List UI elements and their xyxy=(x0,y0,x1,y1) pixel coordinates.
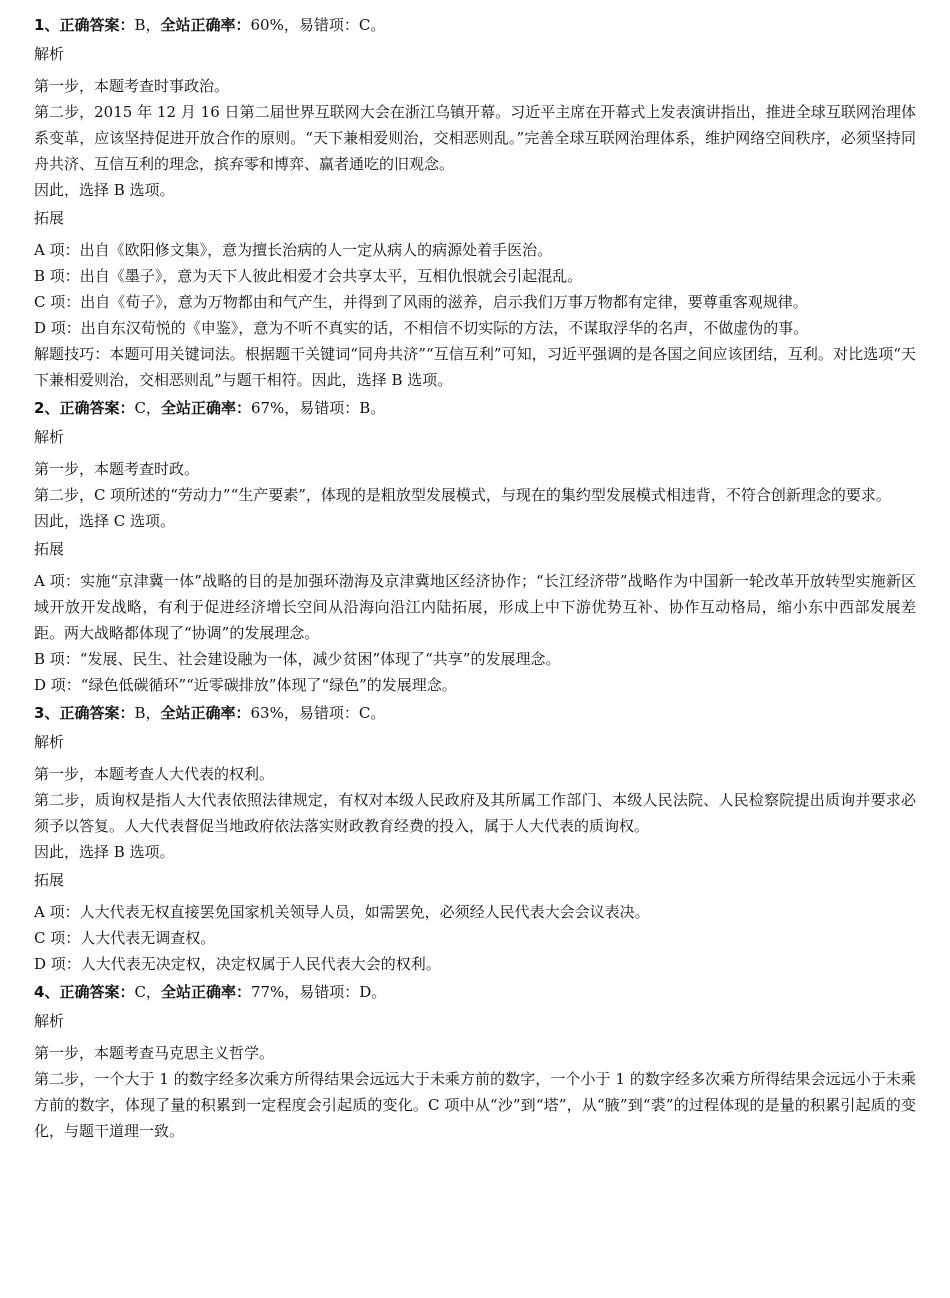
extension-heading: 拓展 xyxy=(34,871,65,889)
rate-value: 77%，易错项：D。 xyxy=(250,983,387,1001)
answer-label: 正确答案： xyxy=(59,983,135,1001)
extension-block xyxy=(34,899,916,977)
analysis-paragraph: 第一步，本题考查马克思主义哲学。 xyxy=(34,1044,275,1062)
extension-paragraph: C 项：人大代表无调查权。 xyxy=(34,929,216,947)
question-number: 1、 xyxy=(34,16,60,34)
answer-value: B， xyxy=(134,704,161,722)
rate-value: 60%，易错项：C。 xyxy=(250,16,386,34)
question-4 xyxy=(34,981,916,1144)
rate-label: 全站正确率： xyxy=(160,704,251,722)
answer-label: 正确答案： xyxy=(59,399,135,417)
analysis-paragraph: 第二步，C 项所述的“劳动力”“生产要素”，体现的是粗放型发展模式，与现在的集约型发展模式相违背，不符合创新理念的要求。 xyxy=(34,486,891,504)
analysis-paragraph: 因此，选择 B 选项。 xyxy=(34,843,175,861)
extension-paragraph: B 项：出自《墨子》，意为天下人彼此相爱才会共享太平，互相仇恨就会引起混乱。 xyxy=(34,267,583,285)
extension-heading: 拓展 xyxy=(34,540,65,558)
extension-paragraph: B 项：“发展、民生、社会建设融为一体，减少贫困”体现了“共享”的发展理念。 xyxy=(34,650,561,668)
analysis-heading: 解析 xyxy=(34,1012,65,1030)
extension-paragraph: D 项：出自东汉荀悦的《申鉴》，意为不听不真实的话，不相信不切实际的方法，不谋取浮华的名声，不做虚伪的事。 xyxy=(34,319,809,337)
extension-paragraph: A 项：出自《欧阳修文集》，意为擅长治病的人一定从病人的病源处着手医治。 xyxy=(34,241,553,259)
extension-paragraph: D 项：“绿色低碳循环”“近零碳排放”体现了“绿色”的发展理念。 xyxy=(34,676,457,694)
analysis-block xyxy=(34,73,916,203)
extension-paragraph: C 项：出自《荀子》，意为万物都由和气产生，并得到了风雨的滋养，启示我们万事万物都有定律，要尊重客观规律。 xyxy=(34,293,808,311)
extension-paragraph: A 项：人大代表无权直接罢免国家机关领导人员，如需罢免，必须经人民代表大会会议表决。 xyxy=(34,903,650,921)
analysis-paragraph: 第二步，一个大于 1 的数字经多次乘方所得结果会远远大于未乘方前的数字，一个小于 1 的数字经多次乘方所得结果会远远小于未乘方前的数字，体现了量的积累到一定程度会引起质的变化。C 项中从“沙”到“塔”，从“腋”到“裘”的过程体现的是量的积累引起质的变化，与题干道理一致。 xyxy=(34,1070,916,1140)
analysis-paragraph: 第一步，本题考查时政。 xyxy=(34,460,200,478)
rate-value: 63%，易错项：C。 xyxy=(250,704,386,722)
answer-label: 正确答案： xyxy=(59,16,135,34)
question-number: 4、 xyxy=(34,983,60,1001)
question-number: 2、 xyxy=(34,399,60,417)
extension-paragraph: D 项：人大代表无决定权，决定权属于人民代表大会的权利。 xyxy=(34,955,441,973)
analysis-block xyxy=(34,761,916,865)
rate-label: 全站正确率： xyxy=(160,983,251,1001)
question-header xyxy=(34,702,916,724)
rate-label: 全站正确率： xyxy=(160,16,251,34)
extension-heading: 拓展 xyxy=(34,209,65,227)
answer-label: 正确答案： xyxy=(59,704,135,722)
analysis-paragraph: 第二步，质询权是指人大代表依照法律规定，有权对本级人民政府及其所属工作部门、本级人民法院、人民检察院提出质询并要求必须予以答复。人大代表督促当地政府依法落实财政教育经费的投入，属于人大代表的质询权。 xyxy=(34,791,916,835)
analysis-heading: 解析 xyxy=(34,428,65,446)
rate-label: 全站正确率： xyxy=(160,399,251,417)
question-header xyxy=(34,14,916,36)
analysis-paragraph: 第一步，本题考查人大代表的权利。 xyxy=(34,765,275,783)
answer-value: C， xyxy=(134,399,161,417)
analysis-paragraph: 第一步，本题考查时事政治。 xyxy=(34,77,230,95)
analysis-paragraph: 因此，选择 B 选项。 xyxy=(34,181,175,199)
analysis-heading: 解析 xyxy=(34,733,65,751)
question-1 xyxy=(34,14,916,393)
question-number: 3、 xyxy=(34,704,60,722)
question-2 xyxy=(34,397,916,698)
question-header xyxy=(34,981,916,1003)
analysis-paragraph: 第二步，2015 年 12 月 16 日第二届世界互联网大会在浙江乌镇开幕。习近平主席在开幕式上发表演讲指出，推进全球互联网治理体系变革，应该坚持促进开放合作的原则。“天下兼相爱则治，交相恶则乱。”完善全球互联网治理体系，维护网络空间秩序，必须坚持同舟共济、互信互利的理念，摈弃零和博弈、赢者通吃的旧观念。 xyxy=(34,103,916,173)
analysis-heading: 解析 xyxy=(34,45,65,63)
extension-paragraph: A 项：实施“京津冀一体”战略的目的是加强环渤海及京津冀地区经济协作；“长江经济带”战略作为中国新一轮改革开放转型实施新区域开放开发战略，有利于促进经济增长空间从沿海向沿江内陆拓展，形成上中下游优势互补、协作互动格局，缩小东中西部发展差距。两大战略都体现了“协调”的发展理念。 xyxy=(34,572,916,642)
extension-block xyxy=(34,237,916,393)
analysis-block xyxy=(34,456,916,534)
analysis-block xyxy=(34,1040,916,1144)
extension-block xyxy=(34,568,916,698)
analysis-paragraph: 因此，选择 C 选项。 xyxy=(34,512,176,530)
rate-value: 67%，易错项：B。 xyxy=(250,399,386,417)
answer-value: C， xyxy=(134,983,161,1001)
question-3 xyxy=(34,702,916,977)
answer-value: B， xyxy=(134,16,161,34)
extension-paragraph: 解题技巧：本题可用关键词法。根据题干关键词“同舟共济”“互信互利”可知，习近平强调的是各国之间应该团结，互利。对比选项“天下兼相爱则治，交相恶则乱”与题干相符。因此，选择 B 选项。 xyxy=(34,345,916,389)
question-header xyxy=(34,397,916,419)
